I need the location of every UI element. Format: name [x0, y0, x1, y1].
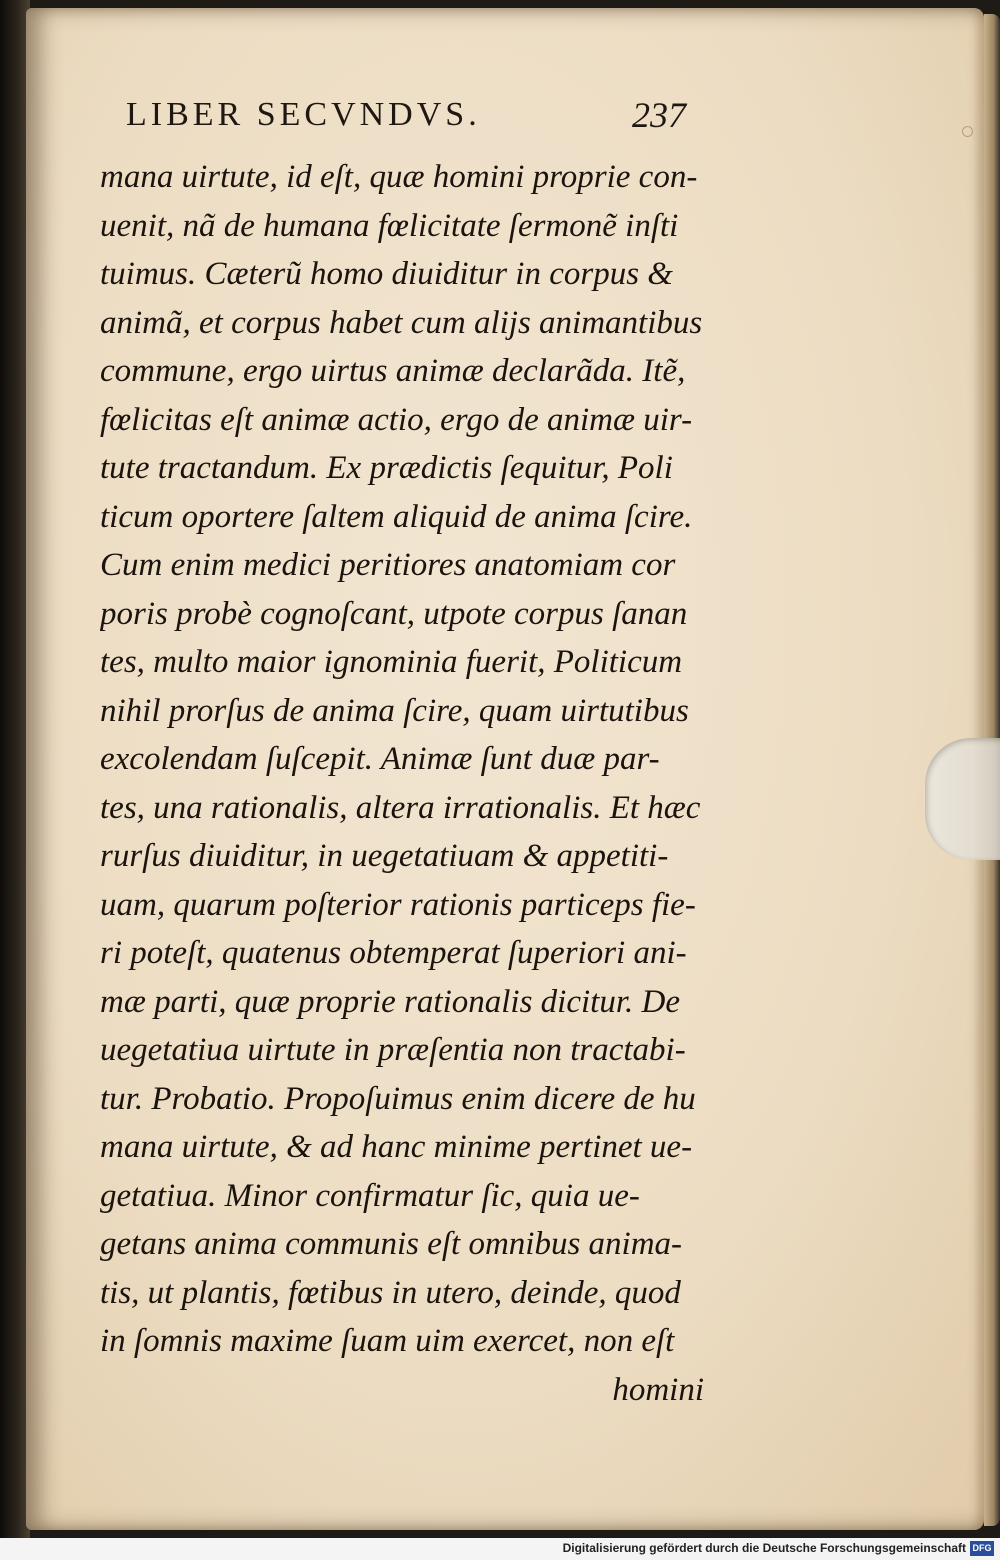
running-head: LIBER SECVNDVS.: [126, 96, 481, 133]
text-line: in ſomnis maxime ſuam uim exercet, non eſt: [100, 1323, 675, 1359]
catchword: homini: [612, 1371, 704, 1408]
text-line: tes, una rationalis, altera irrationalis. Et hæc: [100, 789, 701, 826]
text-line: nihil prorſus de anima ſcire, quam uirtutibus: [100, 692, 689, 729]
page-mark-dot: [962, 126, 973, 137]
text-line: tute tractandum. Ex prædictis ſequitur, Poli: [100, 450, 673, 486]
text-line: ri poteſt, quatenus obtemperat ſuperiori ani-: [100, 935, 687, 971]
digitization-footer: [0, 1538, 1000, 1560]
text-line: mana uirtute, & ad hanc minime pertinet ue-: [100, 1129, 693, 1165]
text-line: excolendam ſuſcepit. Animæ ſunt duæ par-: [100, 741, 660, 777]
text-line: commune, ergo uirtus animæ declarãda. Itẽ,: [100, 353, 686, 389]
plastic-bookmark-clip: [925, 738, 1000, 860]
text-line: Cum enim medici peritiores anatomiam cor: [100, 547, 676, 583]
text-line: mana uirtute, id eſt, quæ homini proprie con-: [100, 159, 698, 195]
dfg-logo: DFG: [970, 1541, 994, 1556]
text-line: tis, ut plantis, fœtibus in utero, deinde, quod: [100, 1274, 681, 1311]
funding-credit: Digitalisierung gefördert durch die Deutsche Forschungsgemeinschaft: [562, 1541, 966, 1555]
text-line: getatiua. Minor confirmatur ſic, quia ue-: [100, 1177, 640, 1214]
text-line: ticum oportere ſaltem aliquid de anima ſcire.: [100, 498, 693, 535]
text-line: uegetatiua uirtute in præſentia non tractabi-: [100, 1032, 686, 1068]
text-line: tes, multo maior ignominia fuerit, Politicum: [100, 644, 683, 680]
text-line: uenit, nã de humana fœlicitate ſermonẽ inſti: [100, 207, 679, 244]
text-line: getans anima communis eſt omnibus anima-: [100, 1226, 683, 1262]
text-line: rurſus diuiditur, in uegetatiuam & appetiti-: [100, 838, 669, 874]
text-line: tur. Probatio. Propoſuimus enim dicere de hu: [100, 1080, 696, 1117]
text-line: tuimus. Cæterũ homo diuiditur in corpus &: [100, 256, 673, 292]
text-line: fœlicitas eſt animæ actio, ergo de animæ uir-: [100, 401, 693, 438]
text-line: mæ parti, quæ proprie rationalis dicitur. De: [100, 983, 680, 1020]
text-line: animã, et corpus habet cum alijs animantibus: [100, 304, 703, 341]
page-header: [126, 96, 696, 142]
page-number: 237: [632, 95, 686, 135]
body-text: [100, 150, 710, 1408]
text-line: uam, quarum poſterior rationis particeps fie-: [100, 886, 696, 923]
text-line: poris probè cognoſcant, utpote corpus ſanan: [100, 595, 688, 632]
